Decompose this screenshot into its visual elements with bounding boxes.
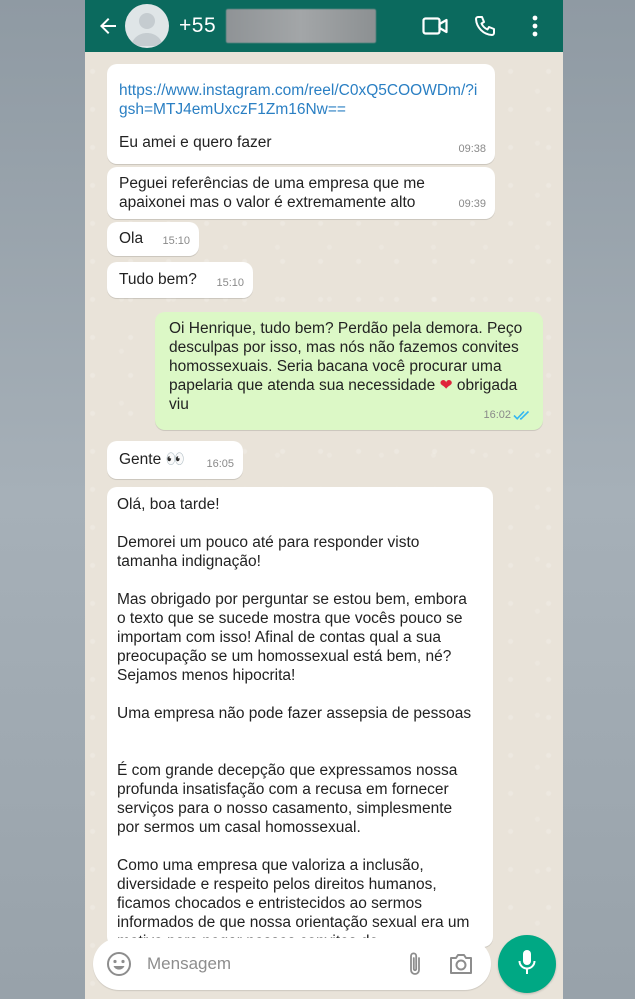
message-time: 16:05 [206, 458, 234, 470]
message-text: Tudo bem? [119, 271, 197, 288]
message-text: Gente 👀 [119, 451, 185, 468]
message-bubble-incoming[interactable] [107, 441, 243, 479]
microphone-icon [517, 948, 537, 981]
paperclip-icon[interactable] [403, 950, 427, 978]
message-bubble-outgoing[interactable] [155, 312, 543, 430]
phone-screen [85, 0, 563, 999]
redacted-phone-number [226, 9, 376, 43]
message-text: Peguei referências de uma empresa que me apaixonei mas o valor é extremamente alto [119, 175, 425, 211]
read-ticks-icon [513, 407, 533, 426]
message-input[interactable]: Mensagem [147, 954, 232, 973]
message-text [117, 495, 477, 947]
message-time: 15:10 [162, 235, 190, 247]
message-paragraph: Mas obrigado por perguntar se estou bem, embora o texto que se sucede mostra que vocês pouco se importam com isso! Afinal de contas qual a sua preocupação se um homossexual está bem, né? Sejamos menos hipocrita! [117, 591, 467, 684]
microphone-button[interactable] [498, 935, 556, 993]
instagram-link[interactable]: https://www.instagram.com/reel/C0xQ5COOWDm/?igsh=MTJ4emUxczF1Zm16Nw== [119, 82, 478, 118]
message-text: Oi Henrique, tudo bem? Perdão pela demora. Peço desculpas por isso, mas nós não fazemos convites homossexuais. Seria bacana você procurar uma papelaria que atenda sua necessidade ❤ obrigada viu [169, 320, 523, 413]
emoji-icon[interactable] [105, 950, 133, 978]
message-text: Ola [119, 230, 144, 247]
message-paragraph: Olá, boa tarde! [117, 496, 220, 513]
chat-header [85, 0, 563, 52]
message-time: 16:02 [483, 409, 511, 421]
camera-icon[interactable] [447, 950, 475, 978]
more-options-icon[interactable] [521, 12, 549, 40]
message-bubble-incoming[interactable] [107, 262, 253, 298]
message-bubble-incoming[interactable] [107, 167, 495, 219]
heart-emoji-icon: ❤ [439, 377, 453, 394]
eyes-emoji-icon: 👀 [165, 451, 185, 468]
message-text: Eu amei e quero fazer [119, 134, 272, 151]
message-paragraph: Como uma empresa que valoriza a inclusão, diversidade e respeito pelos direitos humanos, ficamos chocados e entristecidos ao sermos informados de que nossa orientação sexual era um [117, 857, 470, 931]
back-arrow-icon[interactable] [91, 0, 125, 52]
phone-icon[interactable] [471, 12, 499, 40]
contact-name-prefix[interactable]: +55 [179, 14, 217, 37]
message-composer [93, 938, 491, 990]
message-bubble-incoming[interactable] [107, 222, 199, 256]
message-paragraph: Uma empresa não pode fazer assepsia de pessoas [117, 705, 472, 722]
message-time: 09:39 [458, 198, 486, 210]
message-paragraph: Demorei um pouco até para responder visto tamanha indignação! [117, 534, 420, 570]
contact-avatar[interactable] [125, 4, 169, 48]
message-paragraph: É com grande decepção que expressamos nossa profunda insatisfação com a recusa em fornecer serviços para o nosso casamento, simplesmente por sermos um casal homossexual. [117, 762, 458, 836]
message-time: 09:38 [458, 143, 486, 155]
message-bubble-incoming[interactable] [107, 64, 495, 164]
message-time: 15:10 [216, 277, 244, 289]
message-bubble-incoming[interactable] [107, 487, 493, 947]
video-call-icon[interactable] [421, 12, 449, 40]
